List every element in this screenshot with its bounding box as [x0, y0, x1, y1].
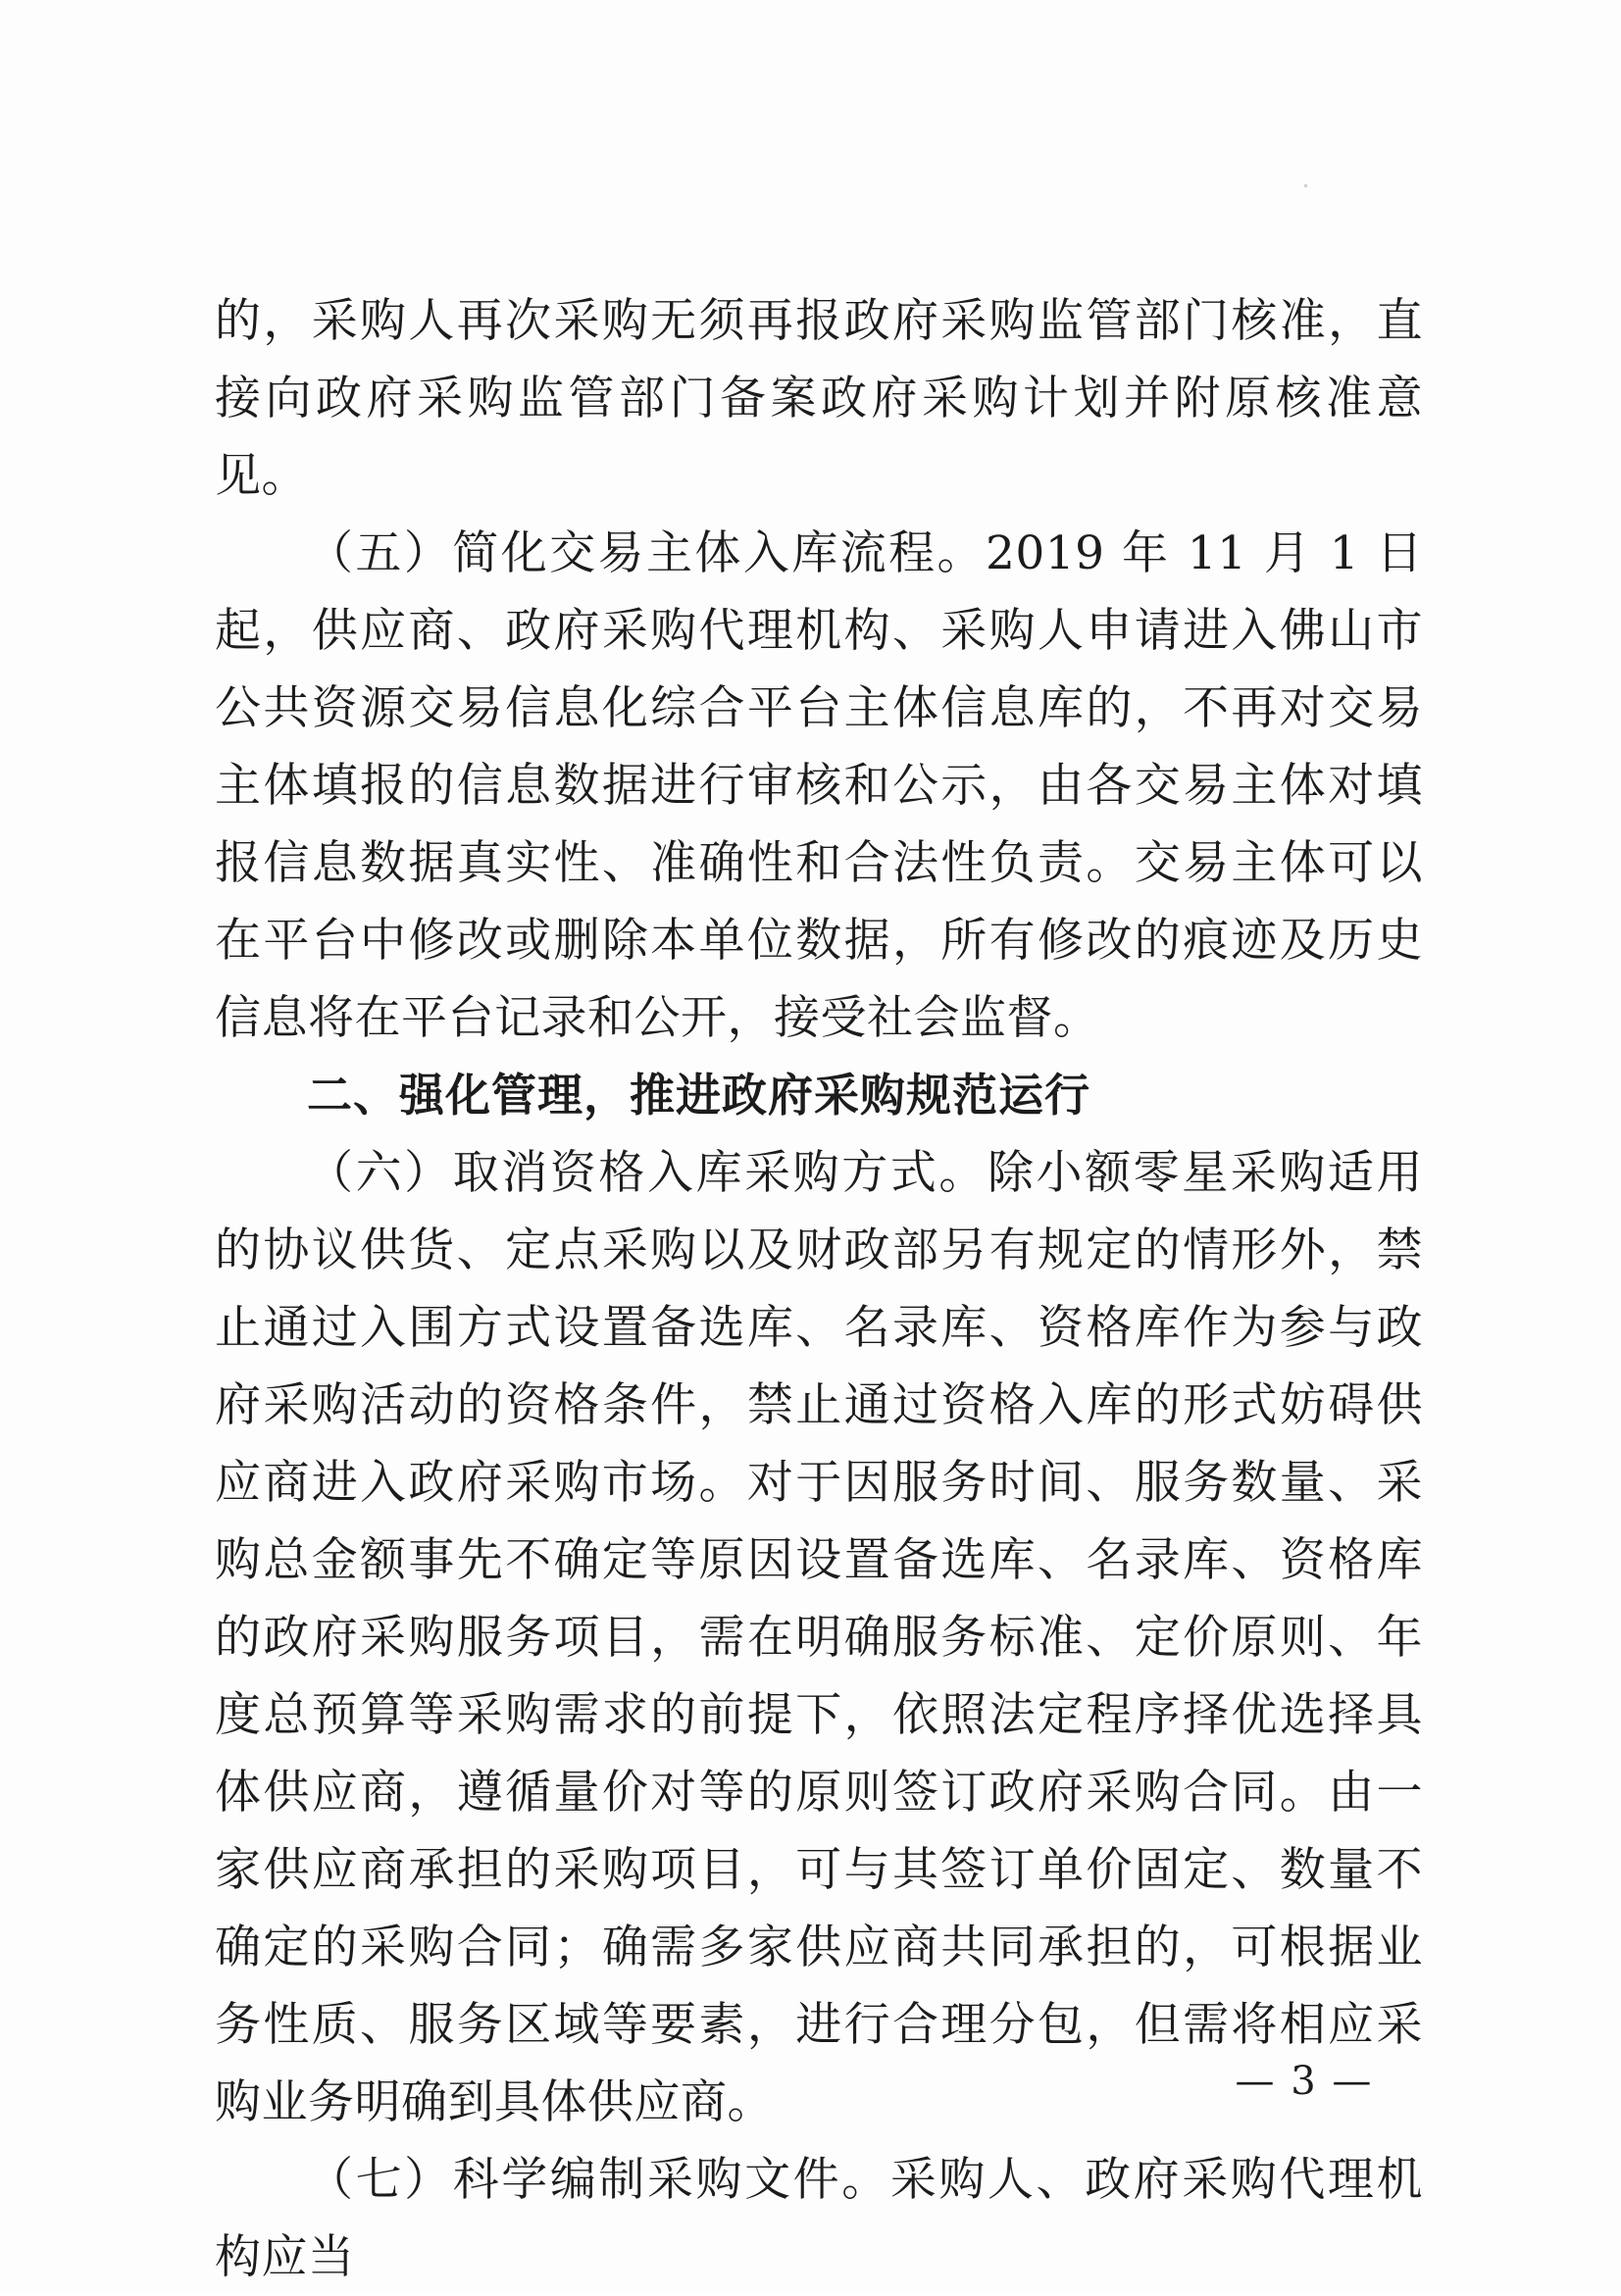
section-heading: 二、强化管理，推进政府采购规范运行	[307, 1069, 1090, 1122]
page-number: — 3 —	[1235, 2059, 1374, 2104]
paragraph-continued: 的，采购人再次采购无须再报政府采购监管部门核准，直接向政府采购监管部门备案政府采购计划并附原核准意见。	[215, 294, 1423, 503]
paragraph-seven: （七）科学编制采购文件。采购人、政府采购代理机构应当	[215, 2153, 1423, 2284]
paragraph-six: （六）取消资格入库采购方式。除小额零星采购适用的协议供货、定点采购以及财政部另有规定的情形外，禁止通过入围方式设置备选库、名录库、资格库作为参与政府采购活动的资格条件，禁止通过资格入库的形式妨碍供应商进入政府采购市场。对于因服务时间、服务数量、采购总金额事先不确定等原因设置备选库、名录库、资格库的政府采购服务项目，需在明确服务标准、定价原则、年度总预算等采购需求的前提下，依照法定程序择优选择具体供应商，遵循量价对等的原则签订政府采购合同。由一家供应商承担的采购项目，可与其签订单价固定、数量不确定的采购合同；确需多家供应商共同承担的，可根据业务性质、服务区域等要素，进行合理分包，但需将相应采购业务明确到具体供应商。	[215, 1146, 1423, 2129]
body-text	[215, 282, 1423, 2296]
paragraph-five: （五）简化交易主体入库流程。2019 年 11 月 1 日起，供应商、政府采购代理机构、采购人申请进入佛山市公共资源交易信息化综合平台主体信息库的，不再对交易主体填报的信息数据进行审核和公示，由各交易主体对填报信息数据真实性、准确性和合法性负责。交易主体可以在平台中修改或删除本单位数据，所有修改的痕迹及历史信息将在平台记录和公开，接受社会监督。	[215, 526, 1423, 1045]
scan-speck	[1304, 184, 1307, 187]
